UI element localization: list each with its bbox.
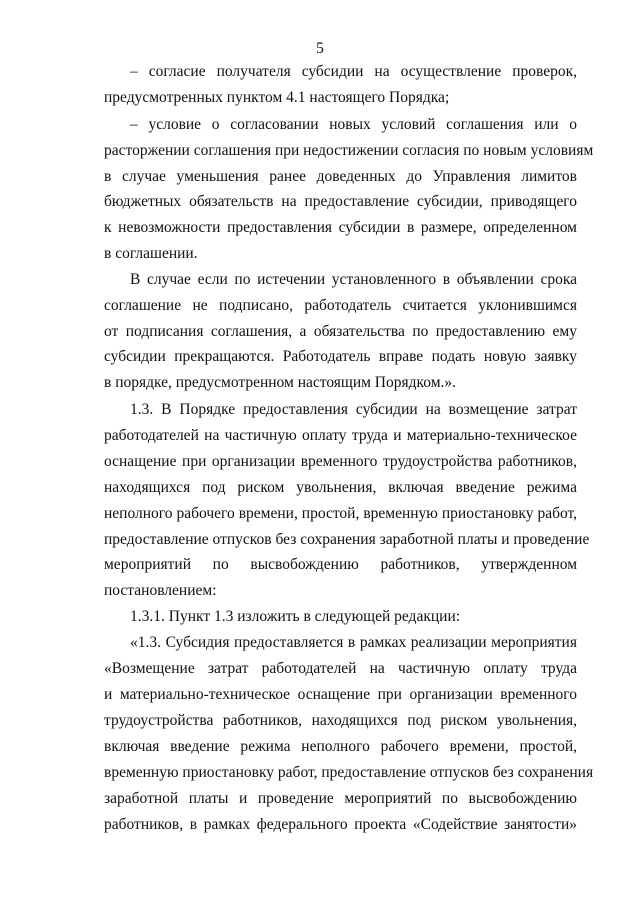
text-line: находящихся под риском увольнения, включая введение режима [104, 479, 577, 496]
text-line: – условие о согласовании новых условий соглашения или о [130, 116, 577, 133]
text-line: постановлением: [104, 582, 217, 599]
text-line: и материально-техническое оснащение при организации временного [104, 686, 577, 703]
text-line: в соглашении. [104, 245, 198, 262]
text-line: от подписания соглашения, а обязательства по предоставлению ему [104, 323, 577, 340]
text-line: 1.3.1. Пункт 1.3 изложить в следующей редакции: [130, 608, 461, 625]
text-line: расторжении соглашения при недостижении согласия по новым условиям [104, 142, 594, 159]
text-line: заработной платы и проведение мероприятий по высвобождению [104, 790, 577, 807]
text-line: временную приостановку работ, предоставление отпусков без сохранения [104, 764, 594, 781]
text-line: работодателей на частичную оплату труда и материально-техническое [104, 427, 577, 444]
text-line: «1.3. Субсидия предоставляется в рамках реализации мероприятия [130, 634, 577, 651]
text-line: в порядке, предусмотренном настоящим Порядком.». [104, 374, 457, 391]
text-line: работников, в рамках федерального проекта «Содействие занятости» [104, 816, 577, 833]
text-line: – согласие получателя субсидии на осуществление проверок, [130, 63, 577, 80]
text-line: предоставление отпусков без сохранения заработной платы и проведение [104, 531, 590, 548]
page-number: 5 [316, 40, 324, 57]
text-line: бюджетных обязательств на предоставление субсидии, приводящего [104, 193, 577, 210]
text-line: предусмотренных пунктом 4.1 настоящего Порядка; [104, 89, 450, 106]
text-line: оснащение при организации временного трудоустройства работников, [104, 453, 577, 470]
text-line: соглашение не подписано, работодатель считается уклонившимся [104, 297, 577, 314]
text-line: в случае уменьшения ранее доведенных до Управления лимитов [104, 168, 577, 185]
text-line: к невозможности предоставления субсидии в размере, определенном [104, 219, 577, 236]
text-line: субсидии прекращаются. Работодатель вправе подать новую заявку [104, 348, 577, 365]
text-line: трудоустройства работников, находящихся под риском увольнения, [104, 712, 577, 729]
text-line: неполного рабочего времени, простой, временную приостановку работ, [104, 505, 577, 522]
text-line: мероприятий по высвобождению работников, утвержденном [104, 556, 577, 573]
text-line: 1.3. В Порядке предоставления субсидии на возмещение затрат [130, 401, 577, 418]
text-line: включая введение режима неполного рабочего времени, простой, [104, 738, 577, 755]
text-line: В случае если по истечении установленного в объявлении срока [130, 271, 577, 288]
text-line: «Возмещение затрат работодателей на частичную оплату труда [104, 660, 577, 677]
